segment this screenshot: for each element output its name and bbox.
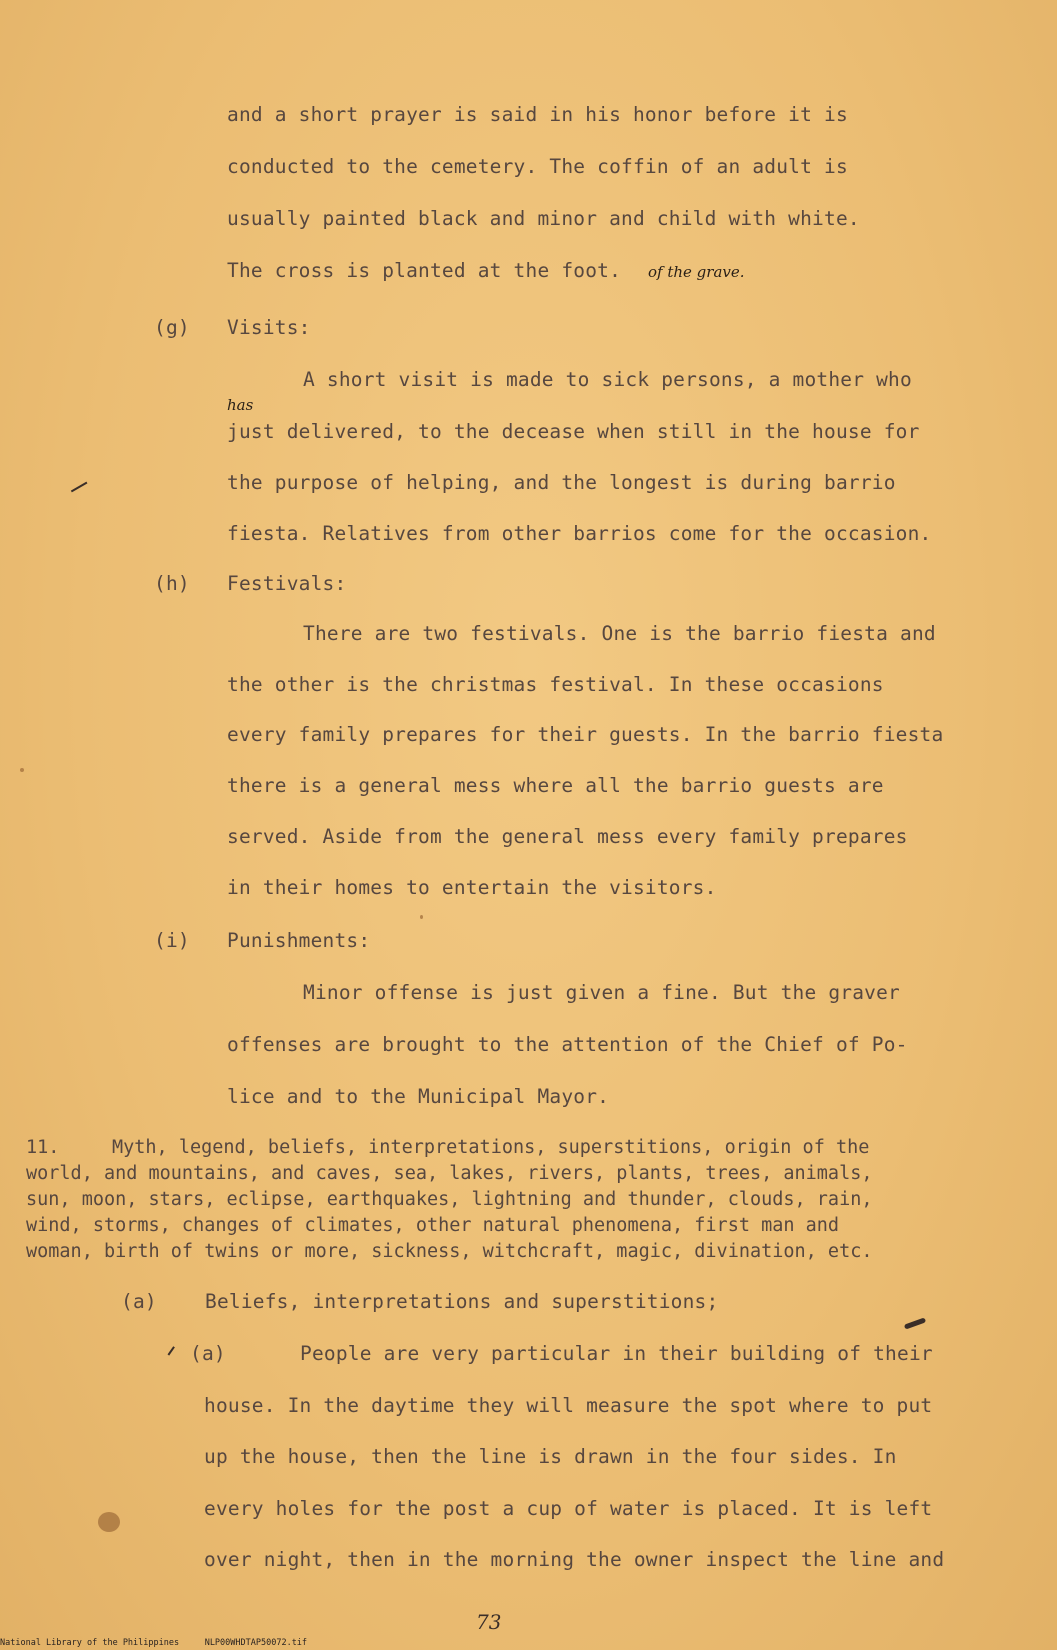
pencil-tick-mark bbox=[168, 1346, 175, 1355]
text-line: there is a general mess where all the barrio guests are bbox=[227, 774, 884, 797]
text-line: Minor offense is just given a fine. But the graver bbox=[303, 981, 900, 1004]
text-line: over night, then in the morning the owner inspect the line and bbox=[204, 1548, 945, 1571]
text-line: house. In the daytime they will measure the spot where to put bbox=[204, 1394, 933, 1417]
paper-speck bbox=[420, 915, 423, 919]
text-line: People are very particular in their building of their bbox=[300, 1342, 933, 1365]
text-line: wind, storms, changes of climates, other natural phenomena, first man and bbox=[26, 1215, 840, 1236]
pencil-tick-mark bbox=[71, 482, 87, 492]
text-line: and a short prayer is said in his honor before it is bbox=[227, 103, 848, 126]
text-line: in their homes to entertain the visitors. bbox=[227, 876, 717, 899]
handwritten-note: has bbox=[227, 396, 254, 414]
text-line: offenses are brought to the attention of the Chief of Po- bbox=[227, 1033, 908, 1056]
scan-footer: National Library of the Philippines NLP00WHDTAP50072.tif bbox=[0, 1638, 308, 1648]
text-line: The cross is planted at the foot. bbox=[227, 259, 622, 282]
text-line: A short visit is made to sick persons, a mother who bbox=[303, 368, 912, 391]
text-line: the other is the christmas festival. In these occasions bbox=[227, 673, 884, 696]
section-marker: (g) bbox=[154, 316, 190, 339]
pen-stroke-mark bbox=[904, 1317, 926, 1329]
section-marker: (a) bbox=[190, 1342, 226, 1365]
ink-stain bbox=[98, 1512, 120, 1532]
section-heading: Festivals: bbox=[227, 572, 347, 595]
section-marker: (i) bbox=[154, 929, 190, 952]
text-line: woman, birth of twins or more, sickness, witchcraft, magic, divination, etc. bbox=[26, 1241, 873, 1262]
text-line: served. Aside from the general mess every family prepares bbox=[227, 825, 908, 848]
section-marker: (a) bbox=[121, 1290, 157, 1313]
section-marker: (h) bbox=[154, 572, 190, 595]
text-line: usually painted black and minor and child with white. bbox=[227, 207, 860, 230]
text-line: fiesta. Relatives from other barrios come for the occasion. bbox=[227, 522, 932, 545]
item-number: 11. bbox=[26, 1137, 60, 1158]
text-line: Myth, legend, beliefs, interpretations, superstitions, origin of the bbox=[112, 1137, 870, 1158]
text-line: up the house, then the line is drawn in the four sides. In bbox=[204, 1445, 897, 1468]
section-heading: Punishments: bbox=[227, 929, 371, 952]
section-heading: Beliefs, interpretations and superstitions; bbox=[205, 1290, 719, 1313]
handwritten-note: of the grave. bbox=[648, 263, 745, 281]
paper-speck bbox=[20, 768, 24, 772]
section-heading: Visits: bbox=[227, 316, 311, 339]
text-line: the purpose of helping, and the longest is during barrio bbox=[227, 471, 896, 494]
text-line: every family prepares for their guests. In the barrio fiesta bbox=[227, 723, 944, 746]
text-line: world, and mountains, and caves, sea, lakes, rivers, plants, trees, animals, bbox=[26, 1163, 873, 1184]
text-line: conducted to the cemetery. The coffin of an adult is bbox=[227, 155, 848, 178]
text-line: just delivered, to the decease when still in the house for bbox=[227, 420, 920, 443]
page-number: 73 bbox=[476, 1610, 502, 1634]
text-line: every holes for the post a cup of water is placed. It is left bbox=[204, 1497, 933, 1520]
text-line: lice and to the Municipal Mayor. bbox=[227, 1085, 610, 1108]
text-line: sun, moon, stars, eclipse, earthquakes, lightning and thunder, clouds, rain, bbox=[26, 1189, 873, 1210]
text-line: There are two festivals. One is the barrio fiesta and bbox=[303, 622, 936, 645]
